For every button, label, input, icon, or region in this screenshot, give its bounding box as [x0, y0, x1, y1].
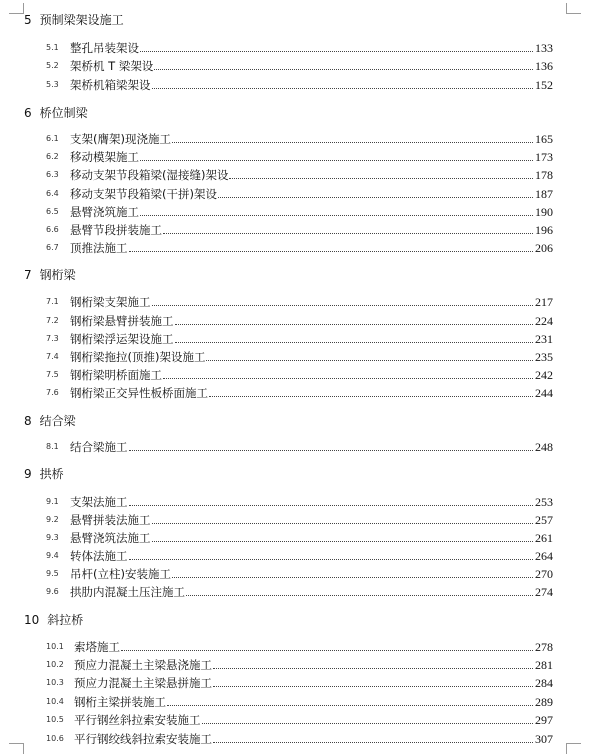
- entry-number: 9.4: [46, 551, 59, 560]
- entry-title: 钢桁梁正交异性板桥面施工: [70, 386, 208, 400]
- toc-entry[interactable]: [46, 131, 553, 147]
- entry-title: 移动模架施工: [70, 150, 139, 164]
- entry-number: 6.4: [46, 189, 59, 198]
- dot-leader: [154, 68, 533, 70]
- entry-title: 悬臂浇筑施工: [70, 205, 139, 219]
- entry-title: 钢桁梁浮运架设施工: [70, 332, 174, 346]
- entry-number: 10.5: [46, 715, 64, 724]
- entry-page: 196: [535, 223, 553, 237]
- chapter-number: 9: [24, 467, 32, 481]
- toc-entry[interactable]: [46, 439, 553, 455]
- dot-leader: [129, 558, 534, 560]
- entry-number: 6.2: [46, 152, 59, 161]
- chapter-title: 拱桥: [39, 467, 64, 481]
- entry-title: 结合梁施工: [70, 440, 128, 454]
- entry-number: 6.6: [46, 225, 59, 234]
- entry-page: 264: [535, 549, 553, 563]
- chapter-heading: [24, 267, 76, 283]
- toc-entry[interactable]: [46, 77, 553, 93]
- entry-page: 224: [535, 314, 553, 328]
- entry-page: 261: [535, 531, 553, 545]
- entry-number: 7.6: [46, 388, 59, 397]
- entry-title: 钢桁梁明桥面施工: [70, 368, 162, 382]
- dot-leader: [213, 685, 533, 687]
- corner-mark-bottom-left: [9, 743, 24, 754]
- entry-page: 231: [535, 332, 553, 346]
- entry-title: 钢桁梁拖拉(顶推)架设施工: [70, 350, 206, 364]
- toc-entry[interactable]: [46, 712, 553, 728]
- entry-title: 吊杆(立柱)安装施工: [70, 567, 171, 581]
- entry-title: 支架法施工: [70, 495, 128, 509]
- chapter-heading: [24, 105, 88, 121]
- entry-title: 架桥机 T 梁架设: [70, 59, 154, 73]
- entry-number: 10.4: [46, 697, 64, 706]
- toc-entry[interactable]: [46, 204, 553, 220]
- toc-entry[interactable]: [46, 385, 553, 401]
- dot-leader: [218, 196, 533, 198]
- toc-entry[interactable]: [46, 40, 553, 56]
- toc-entry[interactable]: [46, 657, 553, 673]
- entry-page: 270: [535, 567, 553, 581]
- toc-entry[interactable]: [46, 149, 553, 165]
- toc-entry[interactable]: [46, 566, 553, 582]
- entry-title: 悬臂拼装法施工: [70, 513, 151, 527]
- dot-leader: [140, 214, 533, 216]
- entry-number: 7.2: [46, 316, 59, 325]
- toc-entry[interactable]: [46, 331, 553, 347]
- toc-entry[interactable]: [46, 584, 553, 600]
- entry-number: 10.2: [46, 660, 64, 669]
- chapter-title: 钢桁梁: [39, 268, 76, 282]
- chapter-title: 桥位制梁: [39, 106, 88, 120]
- dot-leader: [202, 722, 534, 724]
- entry-page: 217: [535, 295, 553, 309]
- entry-page: 165: [535, 132, 553, 146]
- toc-entry[interactable]: [46, 240, 553, 256]
- entry-title: 悬臂浇筑法施工: [70, 531, 151, 545]
- entry-number: 7.3: [46, 334, 59, 343]
- corner-mark-bottom-right: [566, 743, 581, 754]
- toc-entry[interactable]: [46, 367, 553, 383]
- entry-page: 281: [535, 658, 553, 672]
- toc-entry[interactable]: [46, 548, 553, 564]
- dot-leader: [140, 50, 533, 52]
- entry-title: 架桥机箱梁架设: [70, 78, 151, 92]
- entry-page: 152: [535, 78, 553, 92]
- toc-entry[interactable]: [46, 313, 553, 329]
- dot-leader: [172, 141, 533, 143]
- chapter-number: 6: [24, 106, 32, 120]
- corner-mark-top-right: [566, 3, 581, 14]
- entry-number: 5.3: [46, 80, 59, 89]
- dot-leader: [175, 323, 534, 325]
- entry-title: 钢桁梁悬臂拼装施工: [70, 314, 174, 328]
- entry-page: 248: [535, 440, 553, 454]
- chapter-title: 结合梁: [39, 414, 76, 428]
- dot-leader: [129, 449, 534, 451]
- toc-entry[interactable]: [46, 349, 553, 365]
- toc-entry[interactable]: [46, 494, 553, 510]
- entry-page: 173: [535, 150, 553, 164]
- toc-entry[interactable]: [46, 731, 553, 747]
- toc-entry[interactable]: [46, 167, 553, 183]
- entry-title: 预应力混凝土主梁悬浇施工: [74, 658, 212, 672]
- entry-number: 6.1: [46, 134, 59, 143]
- chapter-heading: [24, 466, 64, 482]
- dot-leader: [140, 159, 533, 161]
- entry-page: 297: [535, 713, 553, 727]
- toc-entry[interactable]: [46, 639, 553, 655]
- dot-leader: [206, 359, 533, 361]
- entry-title: 顶推法施工: [70, 241, 128, 255]
- toc-entry[interactable]: [46, 294, 553, 310]
- entry-page: 278: [535, 640, 553, 654]
- entry-title: 支架(膺架)现浇施工: [70, 132, 171, 146]
- toc-entry[interactable]: [46, 222, 553, 238]
- entry-number: 10.6: [46, 734, 64, 743]
- entry-number: 5.2: [46, 61, 59, 70]
- entry-number: 10.1: [46, 642, 64, 651]
- entry-title: 钢桁主梁拼装施工: [74, 695, 166, 709]
- dot-leader: [172, 576, 533, 578]
- dot-leader: [175, 341, 534, 343]
- entry-number: 8.1: [46, 442, 59, 451]
- dot-leader: [129, 250, 534, 252]
- entry-title: 悬臂节段拼装施工: [70, 223, 162, 237]
- toc-entry[interactable]: [46, 58, 553, 74]
- entry-number: 9.1: [46, 497, 59, 506]
- dot-leader: [213, 741, 533, 743]
- entry-number: 6.5: [46, 207, 59, 216]
- chapter-heading: [24, 413, 76, 429]
- entry-title: 钢桁梁支架施工: [70, 295, 151, 309]
- corner-mark-top-left: [9, 3, 24, 14]
- chapter-heading: [24, 612, 83, 628]
- toc-entry[interactable]: [46, 512, 553, 528]
- toc-entry[interactable]: [46, 530, 553, 546]
- entry-title: 整孔吊装架设: [70, 41, 139, 55]
- entry-number: 9.5: [46, 569, 59, 578]
- dot-leader: [163, 232, 533, 234]
- entry-number: 9.2: [46, 515, 59, 524]
- entry-page: 274: [535, 585, 553, 599]
- entry-title: 转体法施工: [70, 549, 128, 563]
- chapter-heading: [24, 12, 124, 28]
- entry-title: 预应力混凝土主梁悬拼施工: [74, 676, 212, 690]
- entry-title: 平行钢丝斜拉索安装施工: [74, 713, 201, 727]
- entry-title: 移动支架节段箱梁(干拼)架设: [70, 187, 217, 201]
- chapter-number: 10: [24, 613, 40, 627]
- entry-page: 242: [535, 368, 553, 382]
- toc-entry[interactable]: [46, 675, 553, 691]
- toc-entry[interactable]: [46, 186, 553, 202]
- entry-number: 7.4: [46, 352, 59, 361]
- dot-leader: [152, 304, 534, 306]
- dot-leader: [152, 522, 534, 524]
- dot-leader: [163, 377, 533, 379]
- chapter-number: 7: [24, 268, 32, 282]
- dot-leader: [167, 704, 533, 706]
- dot-leader: [213, 667, 533, 669]
- entry-page: 133: [535, 41, 553, 55]
- entry-page: 235: [535, 350, 553, 364]
- entry-title: 移动支架节段箱梁(湿接缝)架设: [70, 168, 229, 182]
- chapter-title: 斜拉桥: [47, 613, 84, 627]
- entry-page: 289: [535, 695, 553, 709]
- entry-page: 307: [535, 732, 553, 746]
- chapter-number: 8: [24, 414, 32, 428]
- entry-page: 187: [535, 187, 553, 201]
- entry-number: 9.6: [46, 587, 59, 596]
- dot-leader: [152, 87, 534, 89]
- dot-leader: [121, 649, 533, 651]
- dot-leader: [129, 504, 534, 506]
- entry-number: 10.3: [46, 678, 64, 687]
- entry-page: 136: [535, 59, 553, 73]
- entry-title: 平行钢绞线斜拉索安装施工: [74, 732, 212, 746]
- entry-number: 7.1: [46, 297, 59, 306]
- toc-entry[interactable]: [46, 694, 553, 710]
- entry-page: 190: [535, 205, 553, 219]
- entry-page: 253: [535, 495, 553, 509]
- entry-page: 178: [535, 168, 553, 182]
- chapter-number: 5: [24, 13, 32, 27]
- chapter-title: 预制梁架设施工: [39, 13, 124, 27]
- dot-leader: [229, 177, 533, 179]
- entry-number: 5.1: [46, 43, 59, 52]
- dot-leader: [152, 540, 534, 542]
- entry-page: 244: [535, 386, 553, 400]
- entry-number: 9.3: [46, 533, 59, 542]
- entry-page: 206: [535, 241, 553, 255]
- entry-title: 拱肋内混凝土压注施工: [70, 585, 185, 599]
- entry-title: 索塔施工: [74, 640, 120, 654]
- entry-page: 257: [535, 513, 553, 527]
- entry-number: 6.3: [46, 170, 59, 179]
- entry-number: 6.7: [46, 243, 59, 252]
- dot-leader: [209, 395, 533, 397]
- entry-number: 7.5: [46, 370, 59, 379]
- entry-page: 284: [535, 676, 553, 690]
- dot-leader: [186, 594, 533, 596]
